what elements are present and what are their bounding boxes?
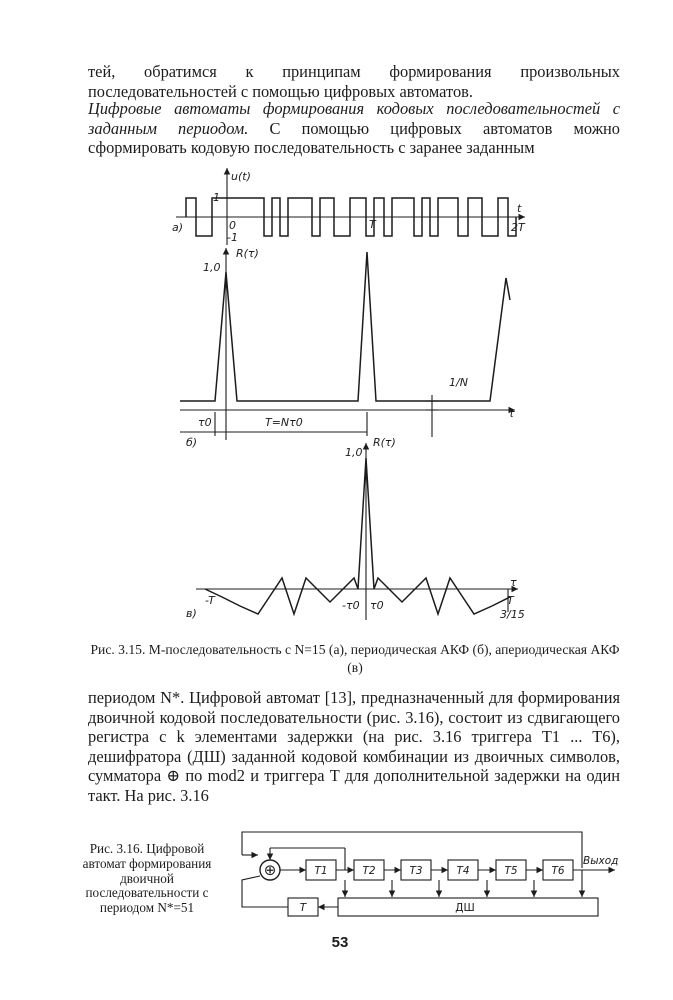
register-t4-label: T4 — [456, 865, 470, 877]
register-t2-label: T2 — [362, 865, 376, 877]
c-panel-label: в) — [186, 607, 197, 620]
a-origin: 0 — [229, 219, 236, 232]
paragraph-top: тей, обратимся к принципам формирования произвольных последовательностей с помощью цифровых автоматов. — [88, 62, 620, 101]
b-period: T=Nτ0 — [265, 416, 303, 429]
figure-3-16-caption: Рис. 3.16. Цифровой автомат формирования двоичной последовательности с периодом N*=51 — [82, 841, 212, 916]
feedback-top-line — [242, 832, 582, 868]
output-label: Выход — [583, 855, 619, 867]
page-number: 53 — [331, 934, 349, 951]
b-x-label: τ — [508, 407, 515, 420]
b-panel-label: б) — [186, 436, 198, 449]
b-peak: 1,0 — [203, 261, 221, 274]
adder-symbol: ⊕ — [263, 861, 277, 879]
a-mark-2T: 2T — [511, 221, 525, 234]
delay-feedback-line — [242, 876, 288, 907]
aperiodic-acf-line — [205, 458, 510, 614]
figure-3-16-diagram — [242, 832, 618, 916]
delay-label: T — [299, 902, 307, 914]
figure-3-15-a — [172, 168, 526, 245]
paragraph-bottom: периодом N*. Цифровой автомат [13], предназначенный для формирования двоичной кодовой последовательности (рис. 3.16), состоит из сдвигающего регистра с k элементами задержки (на рис. 3.16 триггера T1 ... T6), дешифратора (ДШ) заданной кодовой комбинации из двоичных символов, сумматора ⊕ по mod2 и триггера T для дополнительной задержки на один такт. На рис. 3.16 — [88, 688, 620, 805]
b-tau0: τ0 — [198, 416, 212, 429]
c-y-label: R(τ) — [373, 436, 396, 449]
decoder-label: ДШ — [455, 902, 475, 914]
figure-3-15-caption: Рис. 3.15. M-последовательность с N=15 (а), периодическая АКФ (б), апериодическая АКФ (в) — [90, 642, 620, 675]
register-t5-label: T5 — [504, 865, 518, 877]
a-mark-T: T — [369, 218, 376, 231]
c-side-level: 3/15 — [500, 608, 525, 621]
section-text: С помощью цифровых автоматов можно сформировать кодовую последовательность с заранее заданным — [88, 118, 620, 157]
a-level-high: 1 — [213, 191, 220, 204]
register-t6-label: T6 — [551, 865, 565, 877]
b-y-label: R(τ) — [236, 247, 259, 260]
c-neg-tau0: -τ0 — [342, 599, 360, 612]
a-level-low: -1 — [227, 231, 238, 244]
register-t1-label: T1 — [314, 865, 328, 877]
register-t3-label: T3 — [409, 865, 423, 877]
c-left-mark: -T — [205, 594, 215, 607]
b-floor-label: 1/N — [449, 376, 468, 389]
c-x-label: τ — [510, 576, 517, 589]
figure-3-15-b — [180, 247, 515, 449]
a-y-label: u(t) — [231, 170, 251, 183]
c-right-mark: T — [507, 594, 514, 607]
a-panel-label: а) — [172, 221, 184, 234]
c-peak: 1,0 — [345, 446, 363, 459]
figure-3-15-c — [186, 436, 525, 621]
c-tau0: τ0 — [370, 599, 384, 612]
a-x-label: t — [517, 202, 522, 215]
section-heading: Цифровые автоматы формирования кодовых последовательностей с заданным периодом. — [88, 99, 620, 138]
